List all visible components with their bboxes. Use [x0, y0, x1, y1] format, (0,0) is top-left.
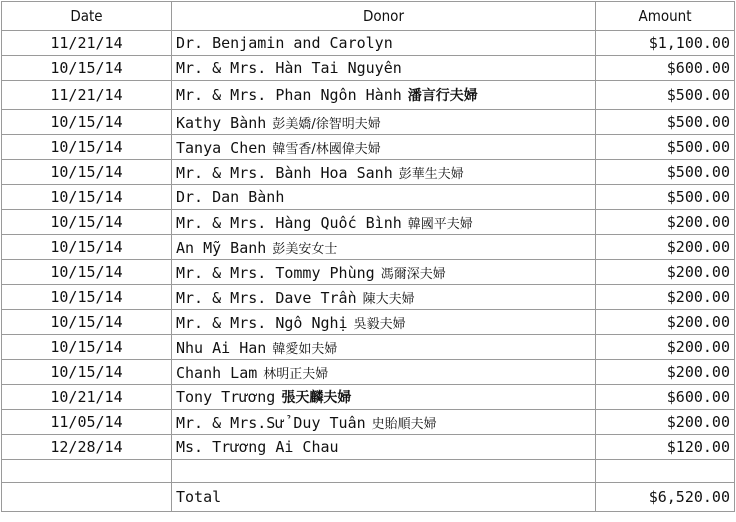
table-row [2, 310, 735, 335]
donor-chinese-name: 林明正夫婦 [263, 366, 329, 382]
blank-cell [172, 460, 596, 483]
total-empty-cell [2, 483, 172, 512]
amount-cell: $200.00 [596, 235, 735, 260]
table-row [2, 56, 735, 81]
table-row [2, 335, 735, 360]
date-header: Date [2, 2, 172, 31]
donor-chinese-name: 陳大夫婦 [362, 291, 415, 307]
donor-cell [172, 210, 596, 235]
donor-header: Donor [172, 2, 596, 31]
table-row [2, 160, 735, 185]
donor-chinese-name: 史貽順夫婦 [371, 416, 437, 432]
donor-name: Dr. Dan Bành [176, 188, 285, 206]
table-row [2, 110, 735, 135]
table-row [2, 210, 735, 235]
table-row [2, 185, 735, 210]
date-cell: 10/15/14 [2, 310, 172, 335]
donor-cell [172, 56, 596, 81]
donor-cell [172, 110, 596, 135]
date-cell: 12/28/14 [2, 435, 172, 460]
date-cell: 11/21/14 [2, 81, 172, 110]
total-amount: $6,520.00 [596, 483, 735, 512]
date-cell: 10/21/14 [2, 385, 172, 410]
donor-name: Mr. & Mrs. Hàng Quốc Bình [176, 213, 402, 232]
donor-cell [172, 285, 596, 310]
date-cell: 10/15/14 [2, 235, 172, 260]
table-row [2, 360, 735, 385]
donor-name: Mr. & Mrs. Dave Trần [176, 288, 357, 307]
date-cell: 10/15/14 [2, 260, 172, 285]
table-row [2, 31, 735, 56]
donor-chinese-name: 彭美嬌/徐智明夫婦 [272, 116, 381, 132]
date-cell: 11/05/14 [2, 410, 172, 435]
table-row [2, 235, 735, 260]
amount-cell: $500.00 [596, 160, 735, 185]
donor-name: Tanya Chen [176, 138, 267, 157]
donor-chinese-name: 張天麟夫婦 [281, 390, 352, 406]
total-row [2, 483, 735, 512]
donor-chinese-name: 吳毅夫婦 [353, 316, 406, 332]
amount-cell: $200.00 [596, 410, 735, 435]
date-cell: 10/15/14 [2, 135, 172, 160]
donor-name: Chanh Lam [176, 363, 258, 382]
donor-cell [172, 235, 596, 260]
table-row [2, 435, 735, 460]
donor-chinese-name: 彭美安女士 [272, 241, 338, 257]
amount-header: Amount [596, 2, 735, 31]
donor-chinese-name: 潘言行夫婦 [407, 88, 478, 104]
donor-name: Dr. Benjamin and Carolyn [176, 34, 393, 52]
table-row [2, 81, 735, 110]
amount-cell: $500.00 [596, 135, 735, 160]
donor-cell [172, 310, 596, 335]
blank-cell [2, 460, 172, 483]
donor-cell [172, 435, 596, 460]
amount-cell: $200.00 [596, 360, 735, 385]
amount-cell: $600.00 [596, 385, 735, 410]
donor-chinese-name: 韓國平夫婦 [407, 216, 473, 232]
date-cell: 10/15/14 [2, 285, 172, 310]
donor-name: Mr. & Mrs. Bành Hoa Sanh [176, 163, 393, 182]
date-cell: 10/15/14 [2, 56, 172, 81]
table-row [2, 385, 735, 410]
donation-table [1, 1, 735, 512]
donor-cell [172, 335, 596, 360]
date-cell: 10/15/14 [2, 160, 172, 185]
amount-cell: $200.00 [596, 260, 735, 285]
date-cell: 10/15/14 [2, 210, 172, 235]
donor-name: Kathy Bành [176, 113, 267, 132]
donor-cell [172, 360, 596, 385]
donor-cell [172, 135, 596, 160]
donor-name: Mr. & Mrs. Hàn Tai Nguyên [176, 59, 402, 77]
amount-cell: $600.00 [596, 56, 735, 81]
donor-chinese-name: 韓愛如夫婦 [272, 341, 338, 357]
amount-cell: $120.00 [596, 435, 735, 460]
donor-chinese-name: 彭華生夫婦 [398, 166, 464, 182]
blank-cell [596, 460, 735, 483]
donor-cell [172, 260, 596, 285]
donor-name: Mr. & Mrs. Phan Ngôn Hành [176, 86, 402, 104]
blank-row [2, 460, 735, 483]
table-row [2, 285, 735, 310]
amount-cell: $500.00 [596, 110, 735, 135]
date-cell: 10/15/14 [2, 360, 172, 385]
table-row [2, 410, 735, 435]
date-cell: 10/15/14 [2, 335, 172, 360]
donor-name: Tony Trương [176, 388, 276, 406]
header-row [2, 2, 735, 31]
amount-cell: $500.00 [596, 185, 735, 210]
donor-cell [172, 185, 596, 210]
donor-cell [172, 160, 596, 185]
donor-name: Ms. Trương Ai Chau [176, 438, 339, 456]
donor-name: Mr. & Mrs.Sử Duy Tuân [176, 413, 366, 432]
donor-chinese-name: 馮爾深夫婦 [380, 266, 446, 282]
amount-cell: $200.00 [596, 285, 735, 310]
total-label: Total [172, 483, 596, 512]
date-cell: 10/15/14 [2, 110, 172, 135]
table-row [2, 135, 735, 160]
donor-cell [172, 31, 596, 56]
amount-cell: $1,100.00 [596, 31, 735, 56]
donor-name: Mr. & Mrs. Ngô Nghị [176, 313, 348, 332]
donor-name: An Mỹ Banh [176, 238, 267, 257]
donor-cell [172, 385, 596, 410]
donor-cell [172, 410, 596, 435]
amount-cell: $500.00 [596, 81, 735, 110]
date-cell: 10/15/14 [2, 185, 172, 210]
date-cell: 11/21/14 [2, 31, 172, 56]
donor-name: Nhu Ai Han [176, 338, 267, 357]
table-row [2, 260, 735, 285]
donor-name: Mr. & Mrs. Tommy Phùng [176, 263, 375, 282]
amount-cell: $200.00 [596, 210, 735, 235]
donor-chinese-name: 韓雪香/林國偉夫婦 [272, 141, 381, 157]
amount-cell: $200.00 [596, 310, 735, 335]
amount-cell: $200.00 [596, 335, 735, 360]
donor-cell [172, 81, 596, 110]
